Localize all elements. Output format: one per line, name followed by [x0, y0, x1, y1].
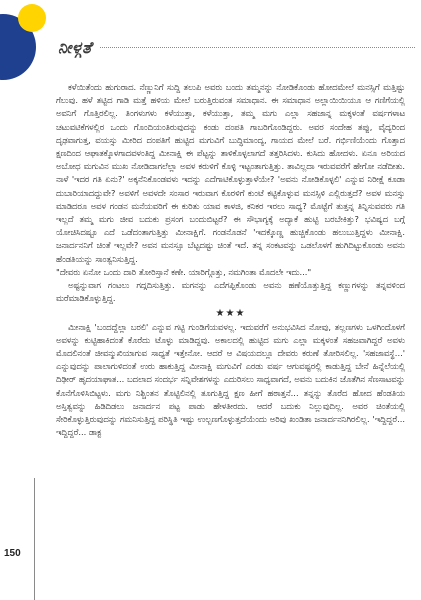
article-body — [56, 81, 405, 439]
section-title: ನೀಳ್ಗತೆ — [58, 38, 92, 57]
header-divider — [100, 47, 415, 48]
paragraph: ಅಷ್ಟನ್ನುವಾಗ ಗಂಟಲು ಗದ್ಗದಿಸುತ್ತಿತ್ತು. ಮಗನನ್ನು ಎದೆಗಪ್ಪಿಕೊಂಡು ಅವನು ಹಣೆಯೊತ್ತುತ್ತಿದ್ದ ಕಣ್ಣುಗಳನ್ನು ತನ್ನವಳಿಂದ ಮರೆಮಾಡಿಕೊಳ್ಳುತ್ತಿದ್ದ. — [56, 280, 405, 304]
paragraph: ಕಳೆಯಿತೆಂದು ಹುಗುರಾದ. ನೆಣ್ಣುನಿಗೆ ಸುದ್ದಿ ತಲುಪಿ ಅವರು ಬಂದು ತಮ್ಮನನ್ನು ನೋಡಿಕೊಂಡು ಹೋದಮೇಲೆ ಮನಸ್ಸಿಗೆ ಮತ್ತಿಷ್ಟು ಗೆಲುವು. ಹಳೆ ತಟ್ಟಿದ ಗಾಡಿ ಮತ್ತೆ ಹಳಿಯ ಮೇಲೆ ಬರುತ್ತಿರುವಂತ ಸಮಾಧಾನ. ಈ ಸಮಾಧಾನ ಅಲ್ಲಾಯಿಯಿಯೂ ಆ ಗಣಿಗೆಯಲ್ಲಿ ಅವನಿಗೆ ಗೊತ್ತಿರಲಿಲ್ಲ. ತಿಂಗಳುಗಳು ಕಳೆಯುತ್ತಾ, ಕಳೆಯುತ್ತಾ, ತಮ್ಮ ಮಗು ಎಲ್ಲಾ ಸಹಜಾನ್ನ ಮಕ್ಕಳಂತೆ ವರ್ಷಗಳಾಟ ಚಟುವಟಿಕೆಗಳಲ್ಲಿರ ಒಂದು ಗೊಂದಿಯಂತಿರುವುದನ್ನು ಕಂಡು ದಂಪತಿ ಗಾಬರಿಗೊಂಡಿದ್ದರು. ಅವರ ಸಂದೇಹ ತಪ್ಪು, ವೈದ್ಯರಿಂದ ದೃಢವಾಗುತ್ತ, ವಯಸ್ಸು ಮೀರಿದ ದಂಪತಿಗೆ ಹುಟ್ಟಿದ ಮಗುವಿಗೆ ಬುದ್ಧಿಮಾಂದ್ಯ, ಗಾಯದ ಮೇಲೆ ಬರೆ. ಗರ್ಭಿಣಿಯೆಂದು ಗೊತ್ತಾದ ಕ್ಷಣದಿಂದ ಆಘಾತಕ್ಕೊಳಗಾದವಳಂತಿದ್ದ ಮೀನಾಕ್ಷಿ ಈ ಪೆಟ್ಟನ್ನು ತಾಳಿಕೊಳ್ಳಲಾಗದೆ ತತ್ತರಿಸಿದಳು. ಕುಸಿದು ಹೋದಳು. ಏನೂ ಅರಿಯದ ಅಬೋಧ ಮಗುವಿನ ಮುಖ ನೋಡಿದಾಗಲೆಲ್ಲಾ ಅವಳ ಕರುಳಿಗೆ ಕೊಳ್ಳಿ ಇಟ್ಟಂತಾಗುತ್ತಿತ್ತು. ತಾವಿಲ್ಲದಾ ಇರುವವರೆಗೆ ಹೇಗೋ ನಡೆದೀತು. ನಾಳೆ 'ಇದರ ಗತಿ ಏನು?' ಅಕ್ಕನೆನಿಕೊಂಡವಳು ಇದನ್ನು ಎದೆಗಾಟಿಕೊಳ್ಳುತ್ತಾಳೆಯೇ? 'ಅವನು ನೋಡಿಕೊಳ್ಳಲಿ' ಎನ್ನುವ ನಿರೀಕ್ಷೆ ಕೂಡಾ ದುಬಾರಿಯಾದದ್ದುವೇ? ಅವಳಿಗೆ ಅವಳದೇ ಸಂಸಾರ ಇರುವಾಗ ಕೊರಳಿಗೆ ಕುಂಟೆ ಕಟ್ಟಿಕೊಳ್ಳುವ ಮನಸ್ಸಿಳಿ ಎಲ್ಲಿರುತ್ತದೆ? ಅವಳ ಮನಸ್ಸು ಮಾಡಿದರೂ ಅವಳ ಗಂಡನ ಮನೆಯವರಿಗೆ ಈ ಕುರಿತು ಯಾವ ಕಾಳಜಿ, ಕನಿಕರ ಇರಲು ಸಾಧ್ಯ? ಮೊಟ್ಟೆಗೆ ತುತ್ತನ್ನ ತಿನ್ನಿಸುವವರು ಗತಿ ಇಲ್ಲದೆ ತಮ್ಮ ಮಗು ಜೀವ ಬದುಕು ಪ್ರಸಂಗ ಬಂದುಬಿಟ್ಟರೆ? ಈ ಸೌಭಾಗ್ಯಕ್ಕೆ ಅದ್ಯಾಕೆ ಹುಟ್ಟಿ ಬರಬೇಕಿತ್ತು? ಭವಿಷ್ಯದ ಬಗ್ಗೆ ಯೋಚಿಸಿದಷ್ಟೂ ಎದೆ ಒಡೆದಂತಾಗುತ್ತಿತ್ತು ಮೀನಾಕ್ಷಿಗೆ. ಗಂಡನೊಡನೆ 'ಇದಕ್ಕೊಣ್ಣ ಹುಚ್ಚಿಕೊಂಡು ಹಲುಬುತ್ತಿದ್ದಳು ಮೀನಾಕ್ಷಿ. ಜನಾರ್ದನನಿಗೆ ಚಿಂತೆ ಇಲ್ಲವೇ? ಅವನ ಮನಸ್ಸೂ ಬೆಟ್ಟದಷ್ಟು ಚಿಂತೆ ಇದೆ. ತನ್ನ ಸಂಕಟವನ್ನು ಒಡಲೊಳಗೆ ಹುಗಿದಿಟ್ಟುಕೊಂಡು ಅವನು ಹೆಂಡತಿಯನ್ನು ಸಾಂತ್ವನಿಸುತ್ತಿದ್ದ. — [56, 82, 405, 264]
section-separator: ★★★ — [215, 308, 246, 320]
page-number: 150 — [4, 548, 21, 559]
margin-rule — [34, 478, 35, 600]
paragraph: ಮೀನಾಕ್ಷಿ 'ಬಂದದ್ದೆಲ್ಲಾ ಬರಲಿ' ಎನ್ನುವ ಗಟ್ಟಿ ಗುಂಡಿಗೆಯವಳಲ್ಲ. ಇದುವರೆಗೆ ಅನುಭವಿಸಿದ ನೋವು, ತಲ್ಲಣಗಳು ಒಳಗಿಂದೊಳಗೆ ಅವಳನ್ನು ಕುಟ್ಟಿಹಾಕಿದಂತೆ ಕೊರೆದು ಟೊಳ್ಳು ಮಾಡಿದ್ದವು. ಅಕಾಲದಲ್ಲಿ ಹುಟ್ಟಿದ ಮಗು ಎಲ್ಲಾ ಮಕ್ಕಳಂತೆ ಸಹಜವಾಗಿದ್ದರೆ ಅವಳು ಮೊದಲಿನಂತೆ ಜೀವನ್ಮುಖಿಯಾಗುವ ಸಾಧ್ಯತೆ ಇತ್ತೇನೋ. ಆದರೆ ಆ ವಿಷಯದಲ್ಲೂ ದೇವರು ಕರುಣೆ ತೋರಿಸಲಿಲ್ಲ. 'ಸಹಜಾವಸ್ಥೆ...' ಎನ್ನುವುದನ್ನು ಪಾಲಾಗುಳಿದಂತೆ ಉರು ಹಾಕುತ್ತಿದ್ದ ಮೀನಾಕ್ಷಿ ಮಗುವಿಗೆ ಎರಡು ವರ್ಷ ಆಗುವಷ್ಟರಲ್ಲಿ ಕಾಡುತ್ತಿದ್ದ ಬೇನೆ ಹಿನ್ನೆಲೆಯಲ್ಲಿ ದಿಢೀರ್ ಹೃದಯಾಘಾತ... ಬದಲಾದ ಸಂದರ್ಭ ಸನ್ನಿವೇಶಗಳನ್ನು ಎದುರಿಸಲು ಸಾಧ್ಯವಾಗದೆ, ಅವನು ಬದುಕಿನ ಜೊತೆಗಿನ ಸೆಣಸಾಟವನ್ನು ಕೊನೆಗೊಳಿಸಿಬಿಟ್ಟಳು. ಮಗು ನಿಶ್ಚಿಂತನ ತೊಟ್ಟಿಲಿನಲ್ಲಿ ತೂಗುತ್ತಿದ್ದ ಕ್ಷಣ ಹೀಗೆ ಹಠಾತ್ತನೆ... ತನ್ನನ್ನು ತೊರೆದ ಹೋದ ಹೆಂಡತಿಯ ಅಸ್ತಿತ್ವವನ್ನು ಹಿಡಿದಿಡಲು ಜನಾರ್ದನ ಪಟ್ಟ ಪಾಡು ಹೇಳತೀರದು. ಆದರೆ ಬದುಕು ನಿಲ್ಲುವುದಿಲ್ಲ. ಅವರ ಚಿಂತೆಯಲ್ಲಿ ಸೇರಿಕೊಳ್ಳುತ್ತಿರುವುದನ್ನು ಗಮನಿಸುತ್ತಿದ್ದ ಪರಿಸ್ಥಿತಿ ಇಷ್ಟು ಉಲ್ಬಣಗೊಳ್ಳುತ್ತದೆಯೆಂದು ಅರಿವು ಖಂಡಿತಾ ಜನಾರ್ದನನಿಗಿರಲಿಲ್ಲ. 'ಇದ್ದಿದ್ದರೆ... ಇದ್ದಿದ್ದರೆ... ಡಾಕ್ಟ — [56, 321, 405, 438]
dialogue-quote: "ದೇವರು ಏನೋ ಒಂದು ದಾರಿ ತೋರಿಸ್ತಾನೆ ಕಣೇ. ಯಾರಿಗ್ಗೊತ್ತು, ನಮಗಿಂತಾ ಮೊದಲೇ ಇದು..." — [56, 266, 312, 277]
decorative-yellow-circle — [18, 4, 46, 32]
